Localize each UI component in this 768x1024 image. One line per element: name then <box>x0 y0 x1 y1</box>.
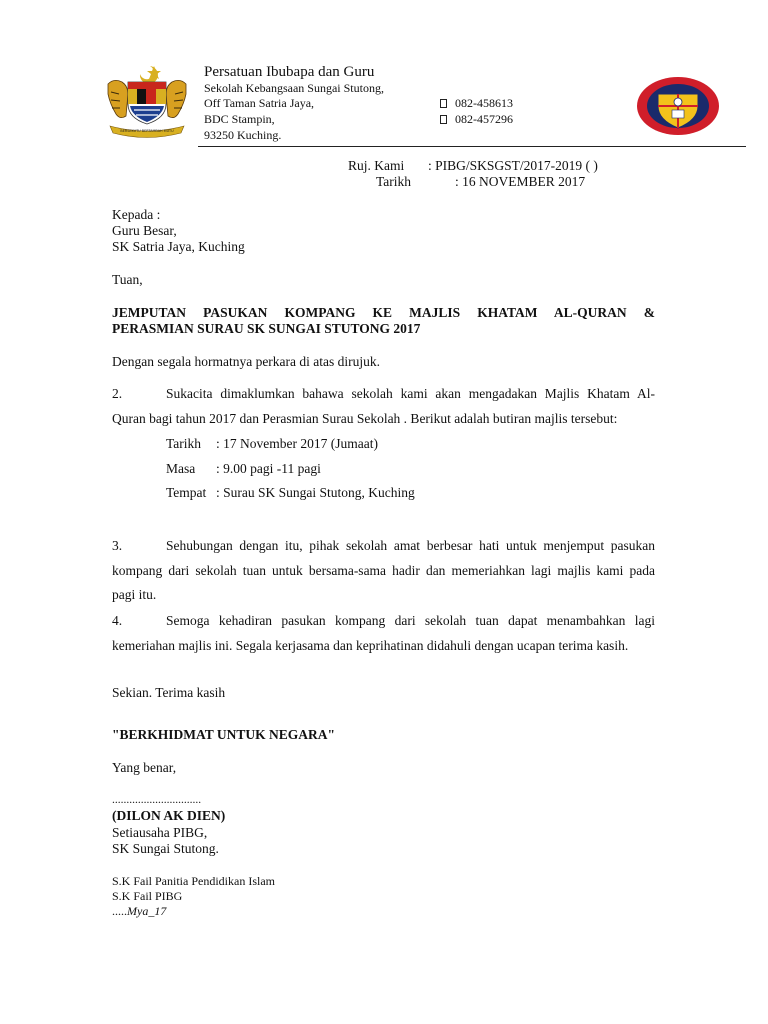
phone-icon <box>440 115 447 124</box>
phone-1-number: 082-458613 <box>455 96 513 110</box>
subject-line-1: JEMPUTAN PASUKAN KOMPANG KE MAJLIS KHATAM AL-QURAN & <box>112 305 655 320</box>
ref-value: : PIBG/SKSGST/2017-2019 ( ) <box>428 158 598 173</box>
cc-ref-initials: Mya_17 <box>127 904 167 918</box>
address-line-2: Off Taman Satria Jaya, <box>204 96 315 110</box>
phone-1 <box>440 96 513 111</box>
date-label: Tarikh <box>376 174 412 189</box>
cc-ref-prefix: ..... <box>112 904 127 918</box>
detail-date-value: : 17 November 2017 (Jumaat) <box>216 436 378 451</box>
para-4-line-1: Semoga kehadiran pasukan kompang dari sekolah tuan dapat menambahkan lagi <box>166 613 655 628</box>
address-line-1: Sekolah Kebangsaan Sungai Stutong, <box>204 81 384 95</box>
phone-icon <box>440 99 447 108</box>
detail-time-label: Masa <box>166 461 196 476</box>
cc-line-2: S.K Fail PIBG <box>112 889 183 903</box>
detail-place-value: : Surau SK Sungai Stutong, Kuching <box>216 485 415 500</box>
para-3-line-1: Sehubungan dengan itu, pihak sekolah amat berbesar hati untuk menjemput pasukan <box>166 538 655 553</box>
para-3-number: 3. <box>112 538 123 553</box>
detail-place-label: Tempat <box>166 485 207 500</box>
org-name: Persatuan Ibubapa dan Guru <box>204 64 375 80</box>
signature-dots: ............................... <box>112 794 202 806</box>
crest-motto: BERSEKUTU BERTAMBAH MUTU <box>120 129 174 133</box>
recipient-line-1: Guru Besar, <box>112 223 177 238</box>
ref-label: Ruj. Kami <box>348 158 405 173</box>
phone-2 <box>440 112 513 127</box>
date-value: : 16 NOVEMBER 2017 <box>455 174 586 189</box>
kepada-label: Kepada : <box>112 207 161 222</box>
phone-2-number: 082-457296 <box>455 112 513 126</box>
intro-paragraph: Dengan segala hormatnya perkara di atas dirujuk. <box>112 354 381 369</box>
para-4-line-2: kemeriahan majlis ini. Segala kerjasama dan keprihatinan didahuli dengan ucapan terima kasih. <box>112 638 629 653</box>
salutation: Tuan, <box>112 272 143 287</box>
address-line-3: BDC Stampin, <box>204 112 275 126</box>
subject-line-2: PERASMIAN SURAU SK SUNGAI STUTONG 2017 <box>112 321 421 336</box>
coat-of-arms-logo <box>102 62 192 140</box>
address-line-4: 93250 Kuching. <box>204 128 282 142</box>
detail-date-label: Tarikh <box>166 436 202 451</box>
para-2-line-1: Sukacita dimaklumkan bahawa sekolah kami akan mengadakan Majlis Khatam Al- <box>166 386 655 401</box>
signer-title: Setiausaha PIBG, <box>112 825 208 840</box>
recipient-line-2: SK Satria Jaya, Kuching <box>112 239 245 254</box>
para-4-number: 4. <box>112 613 123 628</box>
sekian: Sekian. Terima kasih <box>112 685 226 700</box>
cc-line-1: S.K Fail Panitia Pendidikan Islam <box>112 874 275 888</box>
signer-school: SK Sungai Stutong. <box>112 841 219 856</box>
school-logo <box>636 76 720 136</box>
para-2-number: 2. <box>112 386 123 401</box>
detail-time-value: : 9.00 pagi -11 pagi <box>216 461 321 476</box>
motto: "BERKHIDMAT UNTUK NEGARA" <box>112 727 336 742</box>
header-divider <box>198 146 746 147</box>
para-3-line-3: pagi itu. <box>112 587 157 602</box>
para-3-line-2: kompang dari sekolah tuan untuk bersama-sama hadir dan memeriahkan lagi majlis kami pada <box>112 563 655 578</box>
cc-ref <box>112 904 166 919</box>
yang-benar: Yang benar, <box>112 760 177 775</box>
para-2-line-2: Quran bagi tahun 2017 dan Perasmian Surau Sekolah . Berikut adalah butiran majlis tersebut: <box>112 411 618 426</box>
signer-name: (DILON AK DIEN) <box>112 808 226 823</box>
